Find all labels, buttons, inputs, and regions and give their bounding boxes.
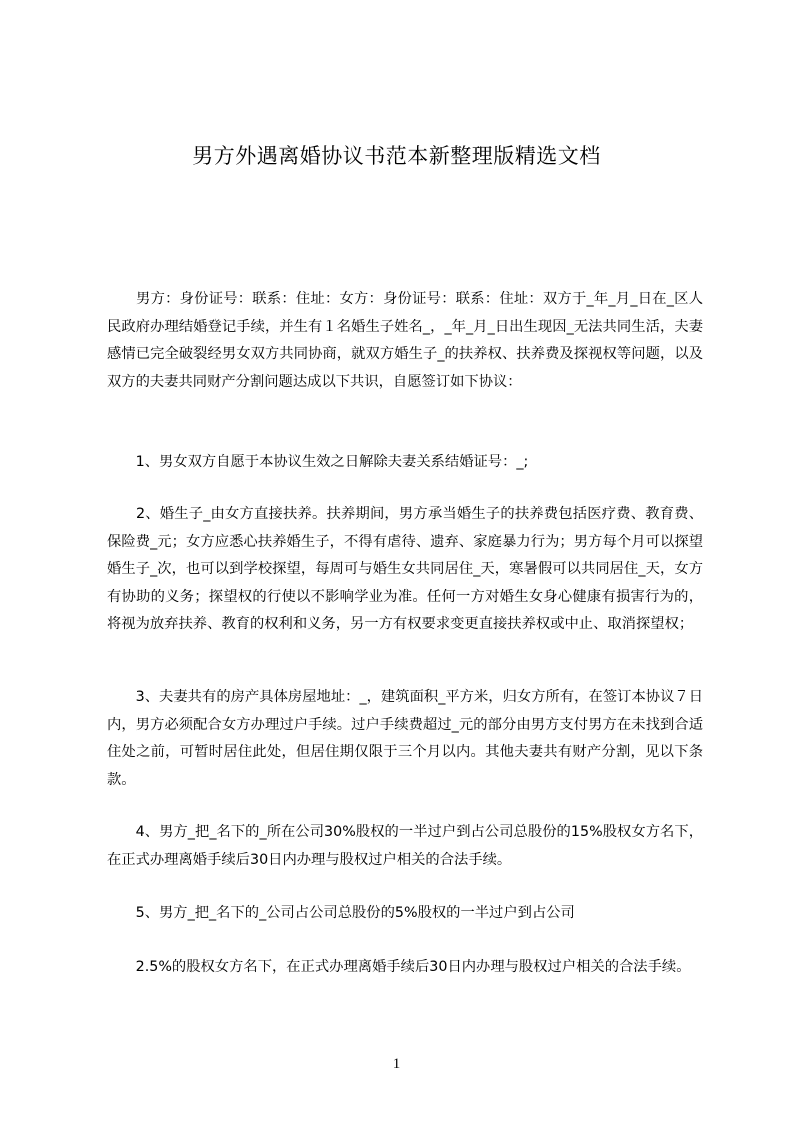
paragraph-clause-3: 3、夫妻共有的房产具体房屋地址：_，建筑面积_平方米，归女方所有，在签订本协议７日内，男方必须配合女方办理过户手续。过户手续费超过_元的部分由男方支付男方在未找到合适住处之前，可暂时居住此处，但居住期仅限于三个月以内。其他夫妻共有财产分割，见以下条款。 — [107, 689, 703, 788]
document-title: 男方外遇离婚协议书范本新整理版精选文档 — [192, 144, 601, 168]
page-number: 1 — [392, 1056, 401, 1072]
paragraph-clause-5-continued: 2.5%的股权女方名下，在正式办理离婚手续后30日内办理与股权过户相关的合法手续。 — [107, 959, 691, 975]
paragraph-intro: 男方：身份证号：联系：住址：女方：身份证号：联系：住址：双方于_年_月_日在_区人民政府办理结婚登记手续，并生有１名婚生子姓名_，_年_月_日出生现因_无法共同生活，夫妻感情已完全破裂经男女双方共同协商，就双方婚生子_的扶养权、扶养费及探视权等问题，以及双方的夫妻共同财产分割问题达成以下共识，自愿签订如下协议： — [107, 291, 703, 390]
paragraph-clause-2: 2、婚生子_由女方直接扶养。扶养期间，男方承当婚生子的扶养费包括医疗费、教育费、保险费_元；女方应悉心扶养婚生子，不得有虐待、遗弃、家庭暴力行为；男方每个月可以探望婚生子_次，也可以到学校探望，每周可与婚生女共同居住_天，寒暑假可以共同居住_天，女方有协助的义务；探望权的行使以不影响学业为准。任何一方对婚生女身心健康有损害行为的，将视为放弃扶养、教育的权利和义务，另一方有权要求变更直接扶养权或中止、取消探望权； — [107, 506, 703, 632]
paragraph-clause-4: 4、男方_把_名下的_所在公司30%股权的一半过户到占公司总股份的15%股权女方名下，在正式办理离婚手续后30日内办理与股权过户相关的合法手续。 — [107, 824, 703, 868]
paragraph-clause-1: 1、男女双方自愿于本协议生效之日解除夫妻关系结婚证号：_; — [107, 454, 529, 470]
paragraph-clause-5: 5、男方_把_名下的_公司占公司总股份的5%股权的一半过户到占公司 — [107, 905, 575, 921]
